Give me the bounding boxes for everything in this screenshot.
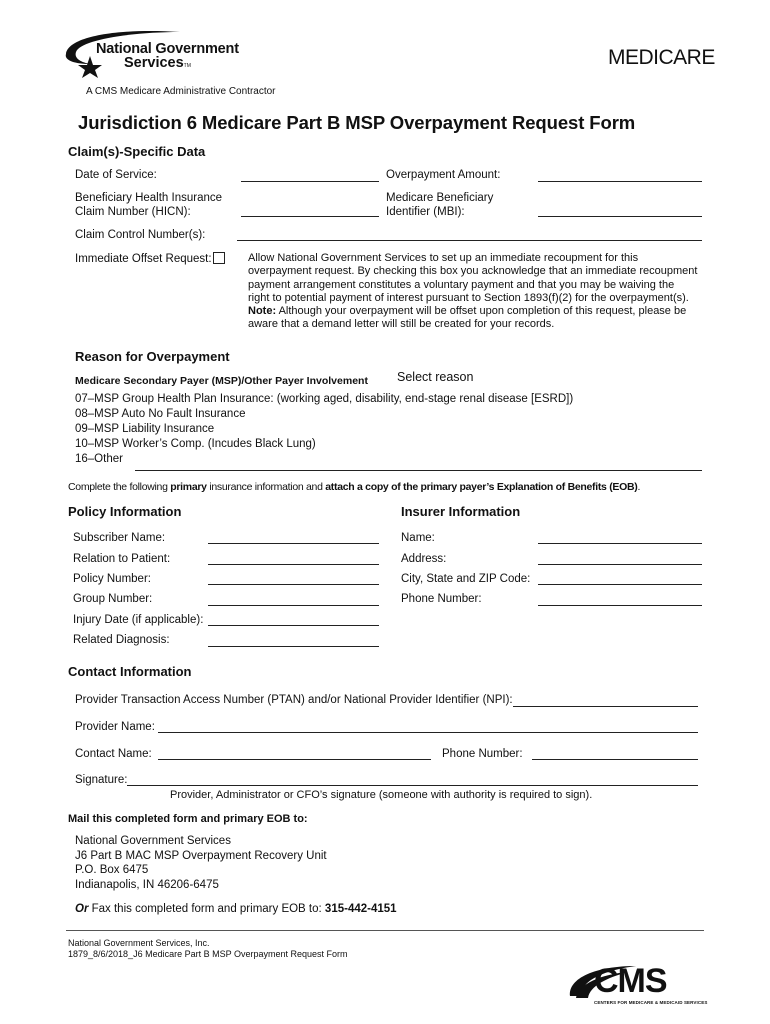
- contact-phone-field[interactable]: [532, 759, 698, 760]
- address-line: J6 Part B MAC MSP Overpayment Recovery Unit: [75, 849, 327, 862]
- reason-options-list: [75, 392, 573, 467]
- hicn-label: Beneficiary Health Insurance Claim Number (HICN):: [75, 192, 223, 218]
- mail-address: [75, 834, 327, 892]
- overpayment-amount-label: Overpayment Amount:: [386, 169, 501, 181]
- msp-label: Medicare Secondary Payer (MSP)/Other Payer Involvement: [75, 375, 368, 387]
- address-line: National Government Services: [75, 835, 231, 847]
- contact-phone-label: Phone Number:: [442, 748, 523, 760]
- subscriber-name-field[interactable]: [208, 543, 379, 544]
- insurer-phone-field[interactable]: [538, 605, 702, 606]
- contact-name-label: Contact Name:: [75, 748, 152, 760]
- insurer-phone-label: Phone Number:: [401, 593, 482, 605]
- primary-insurance-instruction: Complete the following primary insurance information and attach a copy of the primary payer’s Explanation of Benefits (EOB).: [68, 481, 641, 493]
- footer-divider: [66, 930, 704, 931]
- mbi-label: Medicare Beneficiary Identifier (MBI):: [386, 192, 494, 218]
- address-line: P.O. Box 6475: [75, 864, 149, 877]
- signature-label: Signature:: [75, 774, 128, 786]
- mbi-field[interactable]: [538, 216, 702, 217]
- contractor-subtitle: A CMS Medicare Administrative Contractor: [86, 86, 276, 97]
- footer-form-id: 1879_8/6/2018_J6 Medicare Part B MSP Overpayment Request Form: [68, 949, 348, 959]
- policy-number-label: Policy Number:: [73, 573, 151, 585]
- provider-name-label: Provider Name:: [75, 721, 155, 733]
- signature-field[interactable]: [127, 785, 698, 786]
- org-name-line2: ServicesTM: [124, 55, 191, 71]
- mail-heading: Mail this completed form and primary EOB to:: [68, 813, 308, 825]
- immediate-offset-checkbox[interactable]: [213, 252, 225, 264]
- contact-name-field[interactable]: [158, 759, 431, 760]
- insurer-city-label: City, State and ZIP Code:: [401, 573, 531, 585]
- reason-option[interactable]: 10–MSP Worker’s Comp. (Incudes Black Lung): [75, 438, 316, 450]
- insurer-heading: Insurer Information: [401, 504, 521, 519]
- related-diagnosis-label: Related Diagnosis:: [73, 634, 170, 646]
- reason-other-field[interactable]: [135, 470, 702, 471]
- org-name-line1: National Government: [96, 41, 239, 57]
- note-label: Note:: [248, 305, 277, 318]
- fax-number: 315-442-4151: [324, 903, 397, 915]
- injury-date-field[interactable]: [208, 625, 379, 626]
- claims-heading: Claim(s)-Specific Data: [68, 144, 206, 159]
- insurer-name-label: Name:: [401, 532, 435, 544]
- reason-heading: Reason for Overpayment: [75, 349, 230, 364]
- immediate-offset-label: Immediate Offset Request:: [75, 253, 212, 265]
- ptan-field[interactable]: [513, 706, 698, 707]
- injury-date-label: Injury Date (if applicable):: [73, 614, 204, 626]
- policy-heading: Policy Information: [68, 504, 182, 519]
- trademark: TM: [183, 63, 191, 69]
- insurer-city-field[interactable]: [538, 584, 702, 585]
- group-number-label: Group Number:: [73, 593, 153, 605]
- subscriber-name-label: Subscriber Name:: [73, 532, 166, 544]
- claim-control-label: Claim Control Number(s):: [75, 229, 206, 241]
- reason-option[interactable]: 16–Other: [75, 453, 123, 465]
- form-title: Jurisdiction 6 Medicare Part B MSP Overpayment Request Form: [78, 112, 636, 133]
- contact-heading: Contact Information: [68, 664, 192, 679]
- policy-number-field[interactable]: [208, 584, 379, 585]
- address-line: Indianapolis, IN 46206-6475: [75, 878, 219, 891]
- cms-logo: [566, 962, 711, 1008]
- date-of-service-field[interactable]: [241, 181, 379, 182]
- insurer-address-label: Address:: [401, 553, 447, 565]
- provider-name-field[interactable]: [158, 732, 698, 733]
- reason-option[interactable]: 08–MSP Auto No Fault Insurance: [75, 408, 246, 420]
- fax-line: Or Fax this completed form and primary EOB to: 315-442-4151: [75, 903, 397, 915]
- insurer-address-field[interactable]: [538, 564, 702, 565]
- insurer-name-field[interactable]: [538, 543, 702, 544]
- reason-option[interactable]: 07–MSP Group Health Plan Insurance: (working aged, disability, end-stage renal disease [ESRD]): [75, 393, 574, 405]
- program-name: MEDICARE: [608, 46, 715, 69]
- ptan-label: Provider Transaction Access Number (PTAN) and/or National Provider Identifier (NPI):: [75, 694, 513, 706]
- cms-text: CMS: [594, 962, 667, 1000]
- signature-note: Provider, Administrator or CFO’s signature (someone with authority is required to sign).: [170, 789, 593, 801]
- related-diagnosis-field[interactable]: [208, 646, 379, 647]
- offset-paragraph: Allow National Government Services to set up an immediate recoupment for this overpayment request. By checking this box you acknowledge that an immediate recoupment payment arrangement constitutes a voluntary payment and that you may be waiving the right to potential payment of interest pursuant to Section 1893(f)(2) for the overpayment(s). Note: Although your overpayment will be offset upon completion of this request, please be aware that a demand letter will still be created for your records.: [248, 252, 698, 331]
- cms-tagline: CENTERS FOR MEDICARE & MEDICAID SERVICES: [594, 1000, 708, 1005]
- date-of-service-label: Date of Service:: [75, 169, 157, 181]
- relation-field[interactable]: [208, 564, 379, 565]
- overpayment-amount-field[interactable]: [538, 181, 702, 182]
- claim-control-field[interactable]: [237, 240, 702, 241]
- footer-org: National Government Services, Inc.: [68, 938, 210, 948]
- reason-select[interactable]: Select reason: [397, 370, 474, 384]
- footer-text: [68, 938, 347, 960]
- relation-label: Relation to Patient:: [73, 553, 171, 565]
- group-number-field[interactable]: [208, 605, 379, 606]
- hicn-field[interactable]: [241, 216, 379, 217]
- reason-option[interactable]: 09–MSP Liability Insurance: [75, 423, 215, 435]
